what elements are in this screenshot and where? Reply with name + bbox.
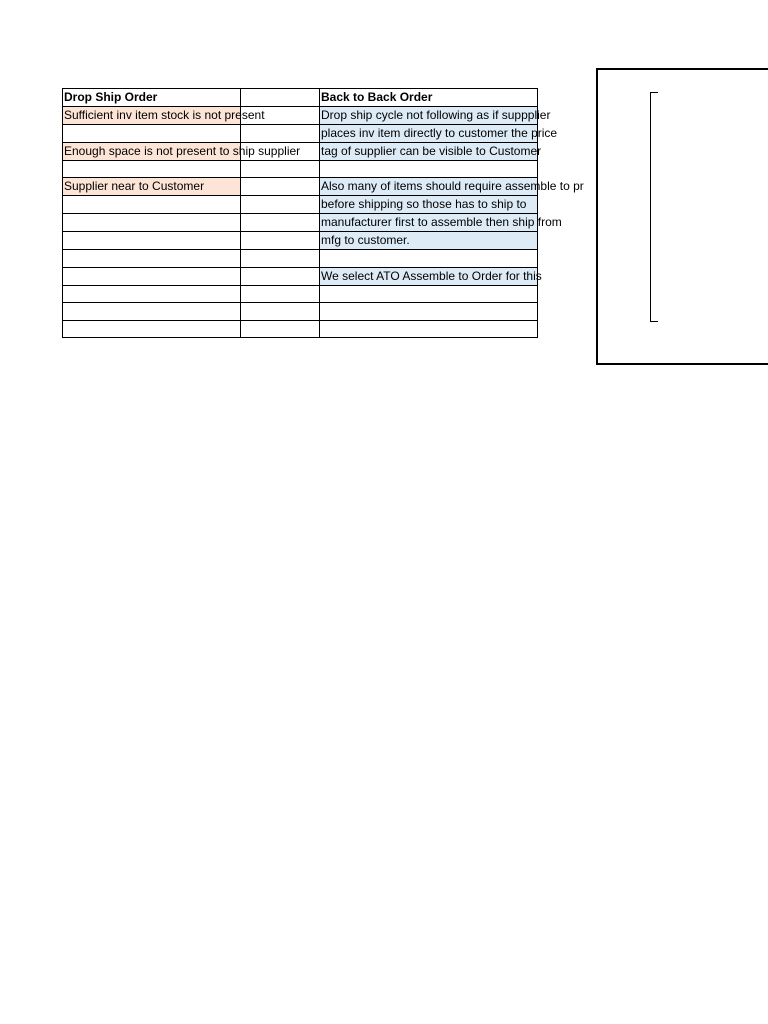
cell-text: before shipping so those has to ship to [321,197,527,212]
table-row [63,196,538,214]
table-row [63,320,538,337]
bracket-shape [650,92,658,322]
cell-b[interactable] [241,178,320,196]
cell-text: Back to Back Order [321,90,433,104]
cell-c[interactable] [320,178,584,196]
table-row [63,178,538,196]
cell-text: Supplier near to Customer [64,179,205,194]
cell-c[interactable] [320,125,558,143]
cell-c[interactable] [320,214,562,232]
cell-text: mfg to customer. [321,233,410,248]
cell-a[interactable] [63,143,301,161]
cell-a[interactable] [63,161,241,178]
table-row [63,232,538,250]
cell-b[interactable] [241,89,320,107]
cell-b[interactable] [241,232,320,250]
cell-a[interactable] [63,107,265,125]
cell-text: tag of supplier can be visible to Customer [321,144,542,158]
spreadsheet-grid [62,88,584,346]
cell-b[interactable] [241,214,320,232]
cell-a[interactable] [63,285,241,302]
table-row [63,107,538,125]
cell-text: Drop Ship Order [64,90,158,104]
cell-text: We select ATO Assemble to Order for this [321,268,542,283]
table-row [63,125,538,143]
cell-a[interactable] [63,267,241,285]
cell-text: Also many of items should require assemble to pr [321,179,584,194]
cell-a[interactable] [63,89,241,107]
cell-c[interactable] [320,285,538,302]
cell-b[interactable] [241,196,320,214]
cell-text: manufacturer first to assemble then ship from [321,215,562,230]
cell-a[interactable] [63,196,241,214]
cell-c[interactable] [320,143,542,161]
cell-b[interactable] [241,285,320,302]
table-row [63,161,538,178]
table-row [63,267,538,285]
cell-c[interactable] [320,303,538,320]
cell-b[interactable] [241,125,320,143]
cell-b[interactable] [241,303,320,320]
cell-text: places inv item directly to customer the price [321,126,558,140]
table-row [63,250,538,267]
cell-c[interactable] [320,107,551,125]
cell-text: Sufficient inv item stock is not present [64,108,265,122]
table-row [63,143,538,161]
cell-b[interactable] [241,250,320,267]
box-shape [596,68,768,365]
cell-text: Enough space is not present to ship supplier [64,144,301,158]
table-row [63,89,538,107]
cell-b[interactable] [241,267,320,285]
table-row [63,285,538,302]
cell-c[interactable] [320,250,538,267]
table-body [63,89,584,338]
cell-a[interactable] [63,303,241,320]
cell-a[interactable] [63,125,241,143]
cell-a[interactable] [63,320,241,337]
cell-c[interactable] [320,320,538,337]
cell-c[interactable] [320,267,542,285]
cell-text: Drop ship cycle not following as if suppplier [321,108,551,122]
cell-a[interactable] [63,214,241,232]
cell-b[interactable] [241,161,320,178]
data-table [62,88,584,338]
cell-a[interactable] [63,232,241,250]
table-row [63,214,538,232]
cell-c[interactable] [320,232,538,250]
cell-b[interactable] [241,320,320,337]
cell-a[interactable] [63,178,241,196]
table-row [63,303,538,320]
cell-c[interactable] [320,89,538,107]
cell-c[interactable] [320,196,538,214]
cell-a[interactable] [63,250,241,267]
cell-c[interactable] [320,161,538,178]
